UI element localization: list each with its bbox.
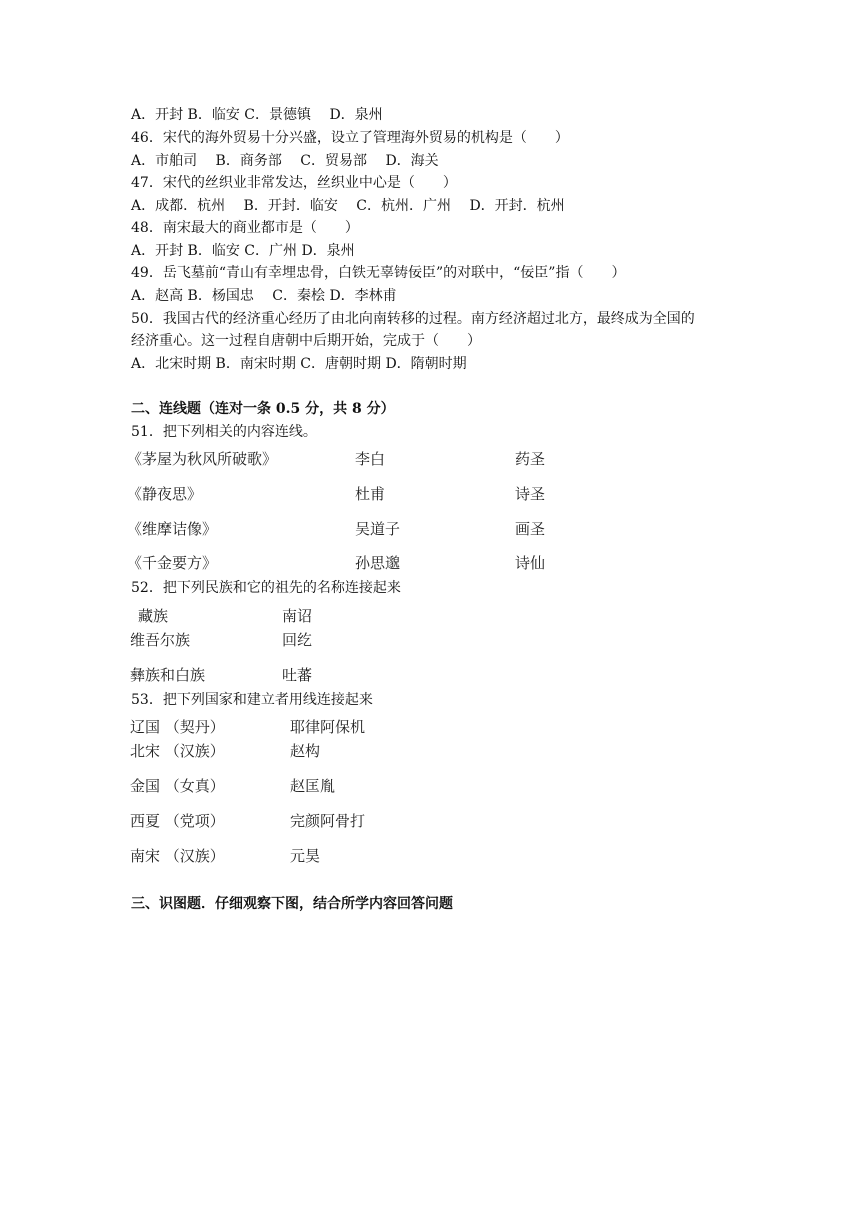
q53-country-item: 西夏 （党项） (130, 812, 225, 830)
q48-stem: 48．南宋最大的商业都市是（ ） (131, 220, 359, 236)
q51-work-item: 《维摩诘像》 (127, 520, 218, 538)
q53-founder-item: 赵匡胤 (290, 777, 336, 795)
q51-stem: 51．把下列相关的内容连线。 (131, 424, 317, 440)
q52-people-item: 彝族和白族 (130, 666, 206, 684)
section2-heading: 二、连线题（连对一条 0.5 分，共 8 分） (131, 401, 395, 417)
q52-ancestor-item: 回纥 (282, 631, 313, 649)
q50-options: A．北宋时期 B．南宋时期 C．唐朝时期 D．隋朝时期 (131, 356, 467, 372)
q53-founder-item: 完颜阿骨打 (290, 812, 366, 830)
q51-title-item: 画圣 (515, 520, 546, 538)
q45-options: A．开封 B．临安 C．景德镇 D．泉州 (131, 107, 383, 123)
q51-work-item: 《千金要方》 (127, 554, 218, 572)
q52-people-item: 藏族 (138, 607, 169, 625)
q51-title-item: 诗圣 (515, 485, 546, 503)
q48-options: A．开封 B．临安 C．广州 D．泉州 (131, 243, 355, 259)
q51-person-item: 吴道子 (355, 520, 401, 538)
q53-founder-item: 耶律阿保机 (290, 718, 366, 736)
q51-person-item: 杜甫 (355, 485, 386, 503)
q51-title-item: 诗仙 (515, 554, 546, 572)
q53-country-item: 金国 （女真） (130, 777, 225, 795)
q47-options: A．成都．杭州 B．开封．临安 C．杭州．广州 D．开封．杭州 (131, 198, 565, 214)
q47-stem: 47．宋代的丝织业非常发达，丝织业中心是（ ） (131, 175, 457, 191)
q53-country-item: 辽国 （契丹） (130, 718, 225, 736)
q52-people-item: 维吾尔族 (130, 631, 191, 649)
q51-work-item: 《静夜思》 (127, 485, 203, 503)
q51-work-item: 《茅屋为秋风所破歌》 (127, 450, 278, 468)
q53-founder-item: 赵构 (290, 742, 321, 760)
q46-stem: 46．宋代的海外贸易十分兴盛，设立了管理海外贸易的机构是（ ） (131, 130, 569, 146)
q51-person-item: 孙思邈 (355, 554, 401, 572)
q46-options: A．市舶司 B．商务部 C．贸易部 D．海关 (131, 153, 439, 169)
q52-stem: 52．把下列民族和它的祖先的名称连接起来 (131, 580, 401, 596)
q52-ancestor-item: 南诏 (282, 607, 313, 625)
q53-founder-item: 元昊 (290, 847, 321, 865)
q53-country-item: 北宋 （汉族） (130, 742, 225, 760)
q53-stem: 53．把下列国家和建立者用线连接起来 (131, 692, 373, 708)
q51-title-item: 药圣 (515, 450, 546, 468)
q50-stem-line1: 50．我国古代的经济重心经历了由北向南转移的过程。南方经济超过北方，最终成为全国的 (131, 311, 695, 327)
q53-country-item: 南宋 （汉族） (130, 847, 225, 865)
section3-heading: 三、识图题．仔细观察下图，结合所学内容回答问题 (131, 896, 453, 912)
q51-person-item: 李白 (355, 450, 386, 468)
q49-stem: 49．岳飞墓前“青山有幸埋忠骨，白铁无辜铸佞臣”的对联中，“佞臣”指（ ） (131, 265, 626, 281)
q52-ancestor-item: 吐蕃 (282, 666, 313, 684)
q49-options: A．赵高 B．杨国忠 C．秦桧 D．李林甫 (131, 288, 397, 304)
q50-stem-line2: 经济重心。这一过程自唐朝中后期开始，完成于（ ） (131, 333, 481, 349)
